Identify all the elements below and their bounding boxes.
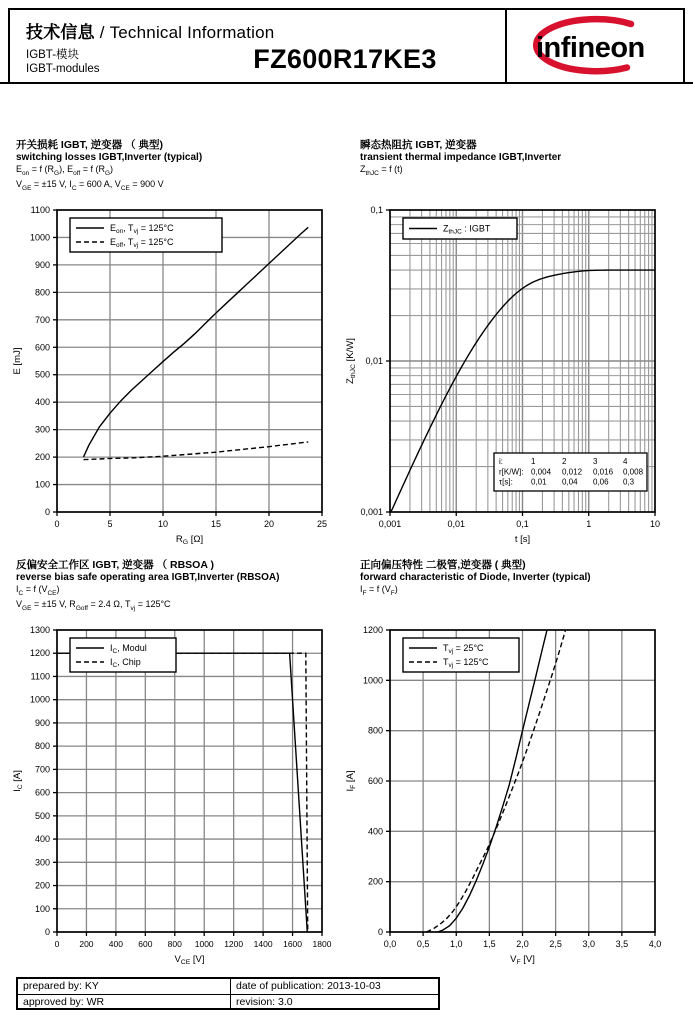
table-row (18, 994, 438, 1010)
y-tick-label: 500 (34, 369, 50, 380)
gridlines (390, 630, 655, 932)
x-tick-label: 3,0 (582, 939, 596, 949)
x-tick-label: 1000 (194, 939, 214, 949)
y-tick-label: 1100 (30, 671, 50, 682)
x-tick-label: 5 (107, 519, 113, 529)
x-axis-label: t [s] (514, 534, 531, 545)
module-type (26, 48, 100, 76)
x-tick-label: 1800 (312, 939, 332, 949)
y-tick-label: 300 (34, 424, 50, 435)
legend-label: $E_{on}$, $T_{vj} = 125^\circ C$ (110, 223, 174, 235)
y-tick-label: 600 (34, 787, 50, 798)
rbsoa-chart (10, 620, 342, 972)
infineon-logo (505, 10, 683, 82)
prepared-by: prepared by: KY (23, 980, 99, 992)
chart-condition: $Z_{thJC} = f$ (t) (360, 164, 403, 177)
logo-wordmark: infineon (536, 32, 645, 64)
chart-title-en: switching losses IGBT,Inverter (typical) (16, 152, 203, 163)
y-tick-label: 800 (367, 725, 383, 736)
chart-condition: $V_{GE} = \pm 15$ V, $I_C = 600$ A, $V_{CE} = 900$ V (16, 178, 164, 192)
foster-parameter-table (494, 453, 647, 491)
diode-forward-chart (343, 620, 675, 972)
chart-section-rbsoa (16, 559, 348, 614)
approved-by: approved by: WR (23, 995, 105, 1008)
document-title-cn: 技术信息 (26, 23, 95, 42)
x-tick-label: 0 (54, 519, 60, 529)
y-axis-label: E [mJ] (12, 347, 23, 375)
y-tick-label: 200 (367, 876, 383, 887)
chart-condition: $V_{GE} = \pm 15$ V, $R_{Goff} = 2.4$ Ω, $T_{vj} = 125^\circ C$ (16, 598, 171, 612)
document-title-en: / Technical Information (94, 23, 275, 42)
chart-section-switching-losses (16, 139, 348, 194)
legend (403, 638, 519, 672)
switching-losses-chart (10, 200, 342, 552)
chart-title-en: forward characteristic of Diode, Inverter (typical) (360, 572, 591, 583)
chart-condition: $I_F = f$ $(V_F)$ (360, 584, 398, 597)
y-tick-label: 200 (34, 880, 50, 891)
table-cell: 0,3 (623, 477, 635, 487)
y-tick-label: 500 (34, 810, 50, 821)
y-tick-label: 100 (34, 479, 50, 490)
y-axis-label: $I_F$ [A] (345, 770, 357, 792)
x-tick-label: 600 (138, 939, 153, 949)
legend (70, 638, 176, 672)
legend-label: $T_{vj} = 125^\circ C$ (443, 657, 489, 669)
module-type-en: IGBT-modules (26, 63, 100, 75)
axis-ticks (30, 625, 332, 949)
table-cell: 0,004 (531, 467, 552, 477)
chart-title-cn: 反偏安全工作区 IGBT, 逆变器 （ RBSOA ) (16, 559, 214, 571)
y-tick-label: 0,01 (365, 356, 383, 366)
y-tick-label: 0 (44, 927, 50, 937)
x-tick-label: 10 (649, 519, 661, 529)
x-tick-label: 15 (210, 519, 222, 529)
y-tick-label: 600 (367, 776, 383, 786)
table-cell: 0,012 (562, 467, 583, 477)
y-tick-label: 1100 (30, 205, 50, 215)
gridlines (57, 630, 322, 932)
header-divider (0, 82, 693, 84)
x-tick-label: 0,001 (378, 519, 402, 529)
x-tick-label: 2,0 (516, 939, 529, 949)
x-tick-label: 1400 (253, 939, 273, 949)
x-tick-label: 1200 (224, 939, 244, 949)
x-tick-label: 800 (167, 939, 182, 949)
y-tick-label: 400 (34, 834, 50, 845)
gridlines (57, 210, 322, 512)
axis-ticks (363, 625, 661, 949)
y-axis-label: $I_C$ [A] (12, 770, 24, 792)
x-tick-label: 1,5 (483, 939, 496, 949)
y-tick-label: 900 (34, 717, 50, 728)
y-tick-label: 300 (34, 857, 50, 868)
table-row (18, 979, 438, 994)
table-cell: 0,016 (593, 467, 614, 477)
table-cell: 3 (593, 457, 598, 466)
y-tick-label: 1200 (29, 648, 50, 659)
legend-label: $E_{off}$, $T_{vj} = 125^\circ C$ (110, 237, 174, 249)
approval-table (16, 977, 440, 1010)
y-tick-label: 1000 (362, 675, 383, 686)
y-tick-label: 0,001 (360, 507, 383, 517)
table-cell: 0,04 (562, 477, 578, 487)
table-cell: 1 (531, 457, 536, 466)
chart-condition: $I_C = f$ $(V_{CE})$ (16, 584, 60, 597)
x-tick-label: 0,1 (516, 519, 529, 529)
thermal-impedance-chart (343, 200, 675, 552)
table-cell: i: (499, 457, 503, 466)
x-tick-label: 0,5 (416, 939, 430, 949)
x-tick-label: 0,01 (447, 519, 466, 529)
part-number: FZ600R17KE3 (253, 44, 437, 74)
y-tick-label: 0,1 (370, 205, 383, 215)
table-cell: 4 (623, 457, 628, 466)
y-tick-label: 800 (34, 741, 50, 752)
x-tick-label: 3,5 (615, 939, 629, 949)
y-tick-label: 1000 (29, 232, 50, 243)
x-tick-label: 0 (54, 939, 60, 949)
publication-date: date of publication: 2013-10-03 (230, 979, 438, 994)
x-tick-label: 1 (586, 519, 592, 529)
chart-title-cn: 正向偏压特性 二极管,逆变器 ( 典型) (360, 559, 526, 571)
table-cell: τ[s]: (499, 477, 513, 487)
y-tick-label: 800 (34, 287, 50, 298)
y-tick-label: 900 (34, 259, 50, 270)
y-tick-label: 600 (34, 342, 50, 353)
y-tick-label: 400 (34, 397, 50, 408)
chart-section-diode-forward (360, 559, 692, 599)
table-cell: 2 (562, 457, 567, 466)
legend (403, 218, 517, 239)
y-tick-label: 200 (34, 452, 50, 463)
chart-title-en: reverse bias safe operating area IGBT,Inverter (RBSOA) (16, 572, 280, 583)
table-cell: 0,008 (623, 467, 644, 477)
y-tick-label: 1200 (362, 625, 383, 635)
plot-border (57, 210, 322, 512)
infineon-logo-graphic (519, 13, 671, 79)
y-tick-label: 1000 (29, 694, 50, 705)
y-tick-label: 1300 (29, 625, 50, 635)
y-tick-label: 400 (367, 826, 383, 837)
plot-border (57, 630, 322, 932)
header (8, 8, 685, 84)
x-tick-label: 0,0 (383, 939, 397, 949)
y-axis-label: $Z_{thJC}$ [K/W] (345, 338, 357, 384)
axis-ticks (30, 205, 327, 529)
x-tick-label: 1,0 (449, 939, 463, 949)
chart-title-en: transient thermal impedance IGBT,Inverter (360, 152, 562, 163)
x-tick-label: 400 (108, 939, 123, 949)
legend (70, 218, 222, 252)
chart-condition: $E_{on} = f$ $(R_G)$, $E_{off} = f$ $(R_G)$ (16, 164, 114, 177)
x-tick-label: 20 (263, 519, 275, 529)
chart-section-thermal-impedance (360, 139, 692, 179)
legend-label: $Z_{thJC}$ : IGBT (443, 223, 491, 236)
x-tick-label: 2,5 (549, 939, 562, 949)
y-tick-label: 0 (44, 507, 50, 517)
module-type-cn: IGBT-模块 (26, 49, 80, 61)
x-axis-label: $V_{CE}$ [V] (174, 954, 205, 966)
x-tick-label: 4,0 (648, 939, 662, 949)
chart-title-cn: 瞬态热阻抗 IGBT, 逆变器 (360, 139, 477, 151)
x-tick-label: 1600 (283, 939, 303, 949)
curve-e-on-t-vj-125-c (84, 227, 309, 457)
y-tick-label: 700 (34, 764, 50, 775)
chart-title-cn: 开关损耗 IGBT, 逆变器 （ 典型) (16, 139, 163, 151)
y-tick-label: 700 (34, 314, 50, 325)
legend-label: $I_C$, Modul (110, 643, 147, 655)
table-cell: r[K/W]: (499, 467, 524, 477)
x-axis-label: $V_F$ [V] (510, 954, 535, 966)
legend-label: $T_{vj} = 25^\circ C$ (443, 643, 484, 655)
y-tick-label: 0 (377, 927, 383, 937)
document-title (26, 18, 274, 43)
table-cell: 0,01 (531, 477, 547, 487)
y-tick-label: 100 (34, 903, 50, 914)
x-tick-label: 25 (316, 519, 328, 529)
table-cell: 0,06 (593, 477, 609, 487)
revision: revision: 3.0 (230, 995, 438, 1010)
x-tick-label: 200 (79, 939, 94, 949)
legend-label: $I_C$, Chip (110, 657, 141, 669)
x-axis-label: $R_G$ [Ω] (175, 534, 204, 546)
x-tick-label: 10 (157, 519, 169, 529)
